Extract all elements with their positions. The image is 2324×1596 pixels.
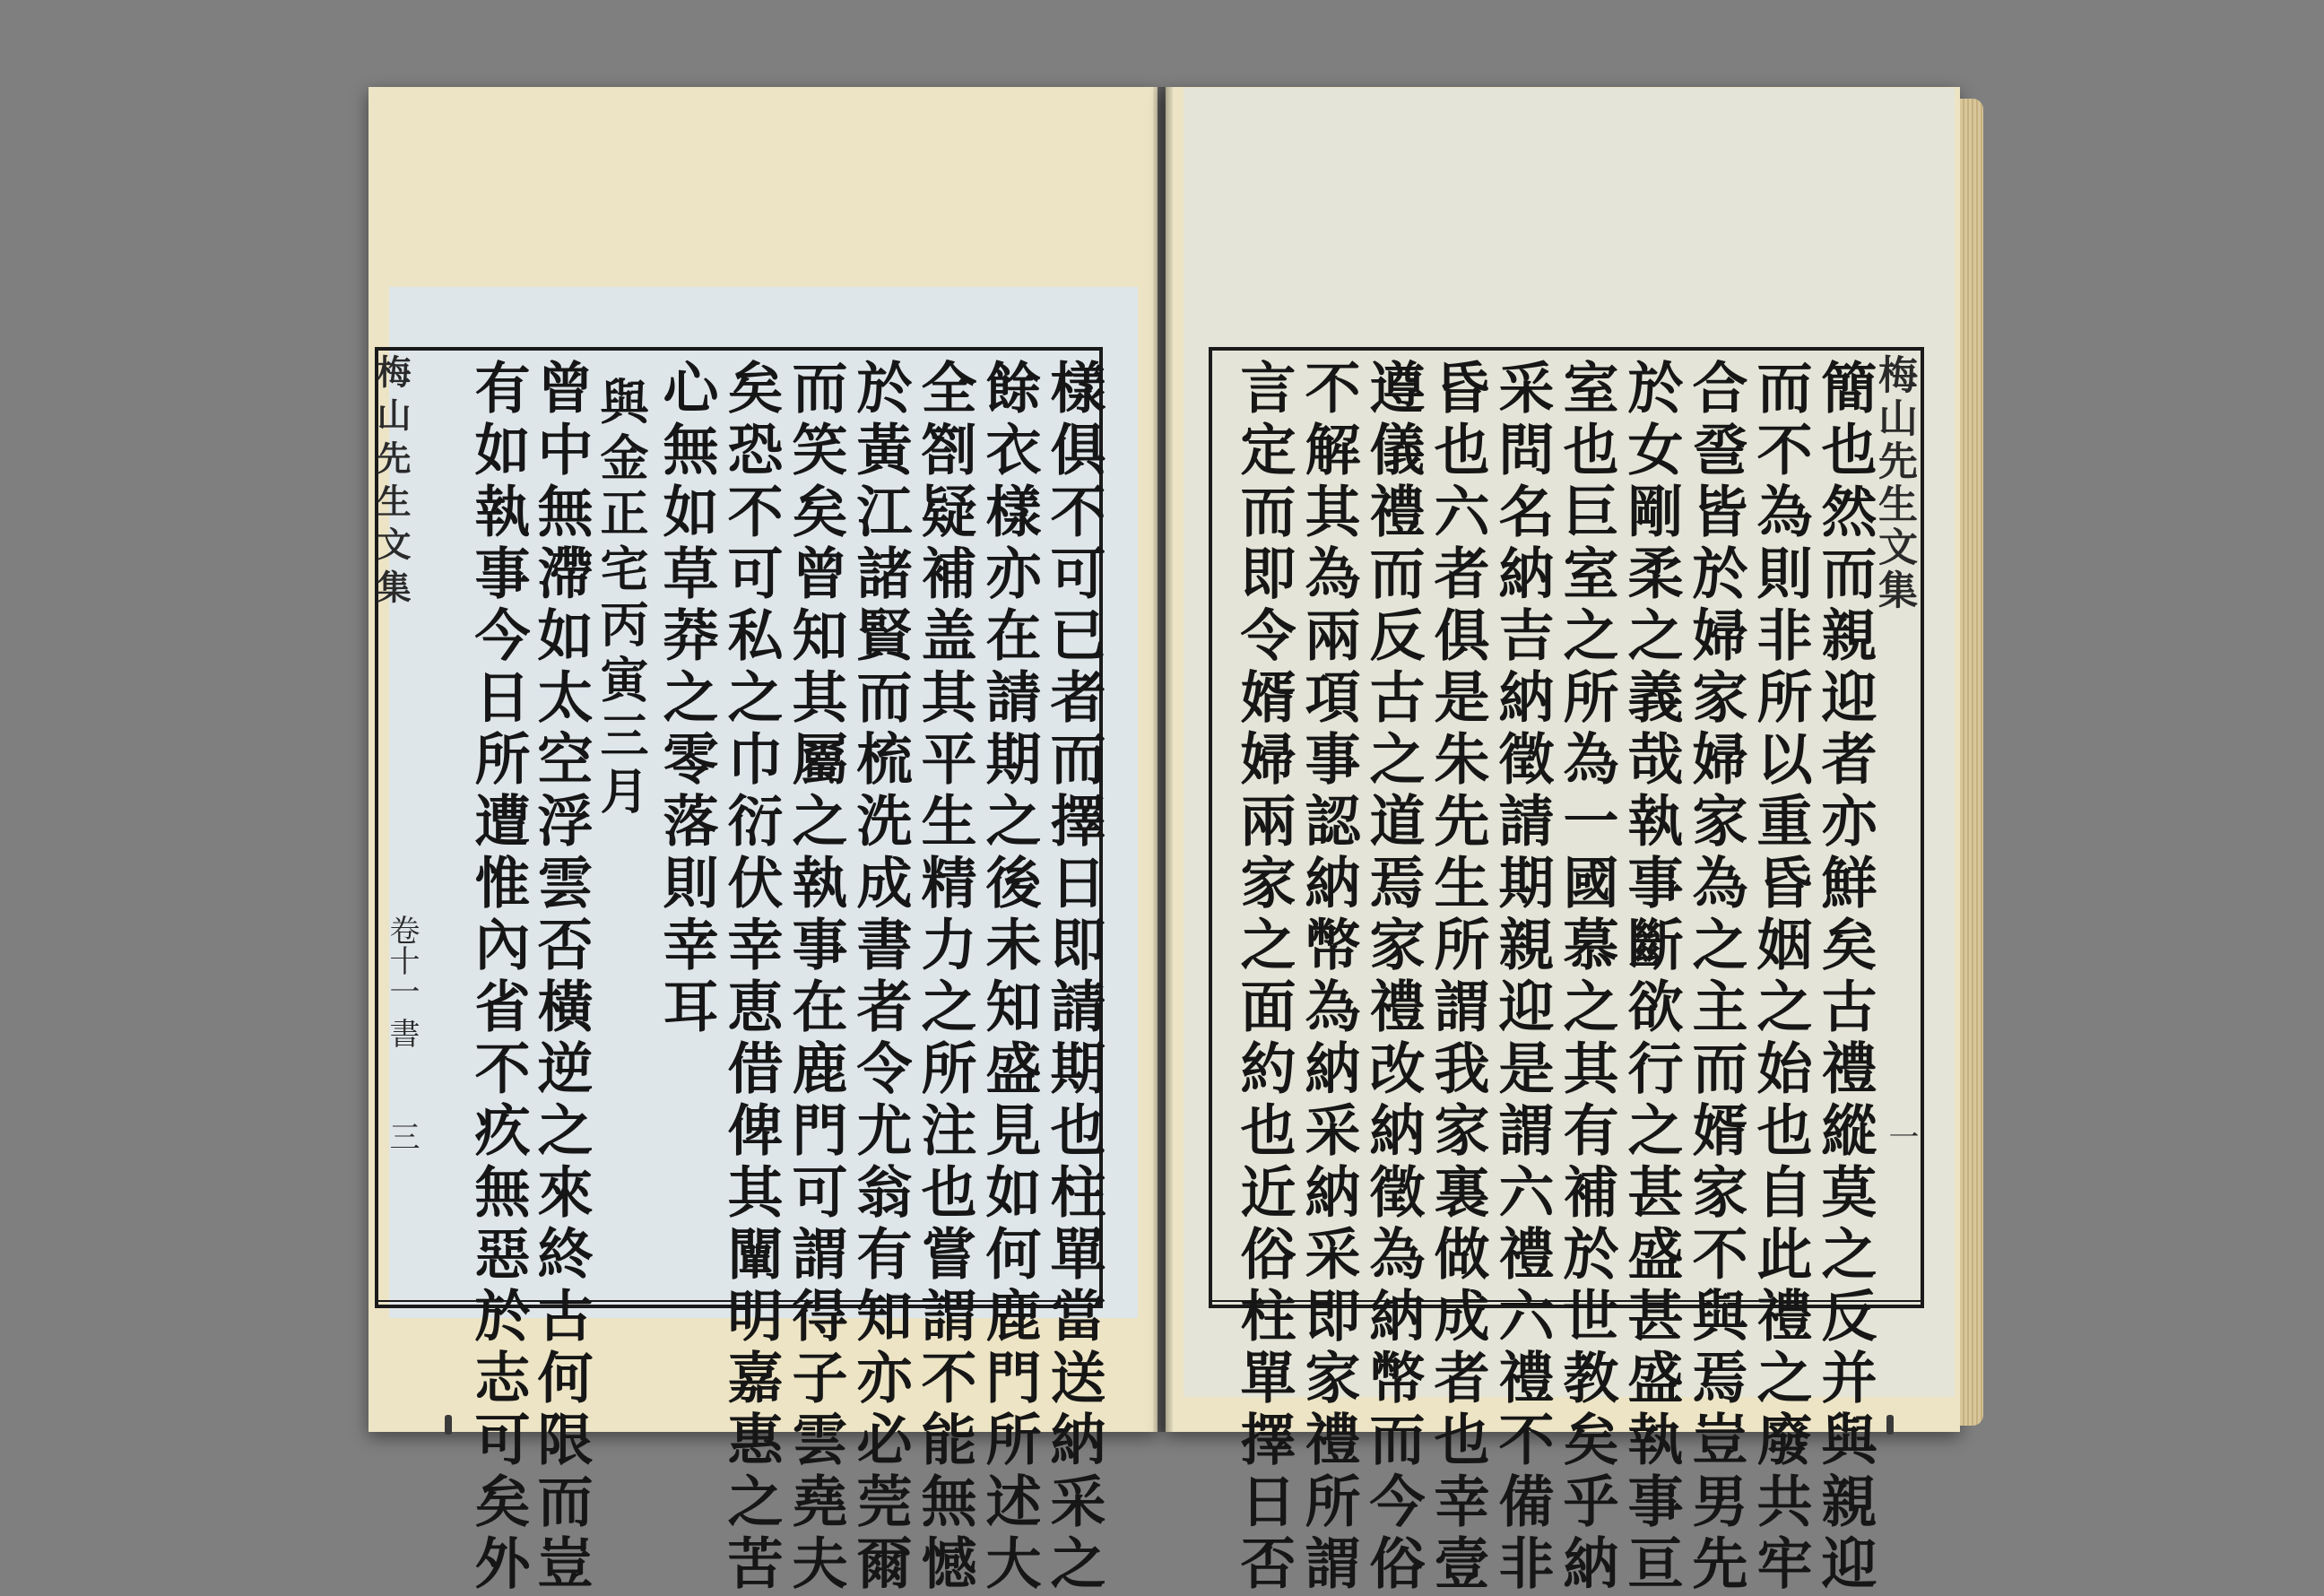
right-text-column: 簡也然而親迎者亦鮮矣古禮縱莫之反并與親迎 [1812, 359, 1877, 1596]
right-text-column: 而不為則非所以重昏姻之始也自此禮之廢共牢 [1747, 359, 1813, 1596]
right-text-column: 合巹皆於婦家婦家為之主而婿家不與焉豈男先 [1683, 359, 1748, 1596]
right-margin-title: 梅山先生文集 [1871, 354, 1917, 612]
right-text-column: 室也巨室之所為一國慕之其有補於世教矣乎納 [1554, 359, 1619, 1596]
left-text-column: 有如執事今日所遭惟內省不疚無惡於志可矣外 [465, 359, 531, 1596]
left-text-column: 於黃江諸賢而梳洗成書者令尤翁有知亦必莞爾 [847, 359, 913, 1596]
right-text-column: 遵儀禮而反古之道焉家禮改納徵為納幣而今俗 [1360, 359, 1426, 1596]
binding-stitch [1886, 1415, 1894, 1435]
left-text-column: 全劄疑補盖其平生精力之所注也嘗謂不能無憾 [912, 359, 977, 1596]
left-margin-title: 梅山先生文集 [371, 354, 412, 612]
right-text-column: 言定而即令婿婦兩家之面約也近俗柱單擇日否 [1231, 359, 1296, 1596]
left-margin-volume: 卷十一 [384, 915, 420, 1006]
right-text-column: 采問名納吉納徵請期親迎是謂六禮六禮不備非 [1489, 359, 1555, 1596]
left-text-column: 曾中無滯如太空浮雲否橫逆之來終古何限而豈 [528, 359, 594, 1596]
left-text-column: 心無如草莽之零落則幸耳 [654, 359, 719, 1039]
left-text-column: 矣恐不可私之巾衍伏幸恵借俾其闡明嘉惠之苦 [718, 359, 784, 1596]
book-gutter [1153, 87, 1173, 1432]
right-margin-page: 一 [1883, 1121, 1919, 1151]
letter-heading: 與金正宅丙寅三月 [593, 377, 650, 821]
left-text-column: 餘衣樣亦在請期之後未知盛見如何鹿門所述大 [976, 359, 1042, 1596]
left-margin-section: 書 [384, 1018, 420, 1048]
left-margin-page: 三 [384, 1121, 420, 1151]
right-text-column: 昏也六者俱是朱先生所謂我家裏做成者也幸壹 [1425, 359, 1490, 1596]
right-text-column: 不解其為兩項事認納幣為納采納采即家禮所謂 [1296, 359, 1361, 1596]
left-text-column: 而笑矣曾知其屬之執事在鹿門可謂得子雲堯夫 [783, 359, 848, 1596]
left-text-column: 樣俱不可已者而擇日即請期也柱單當送納采之 [1041, 359, 1106, 1596]
right-text-column: 於女剛柔之義哉執事斷欲行之甚盛甚盛執事亘 [1618, 359, 1684, 1596]
binding-stitch [445, 1415, 452, 1435]
page-edges [1960, 99, 1983, 1426]
